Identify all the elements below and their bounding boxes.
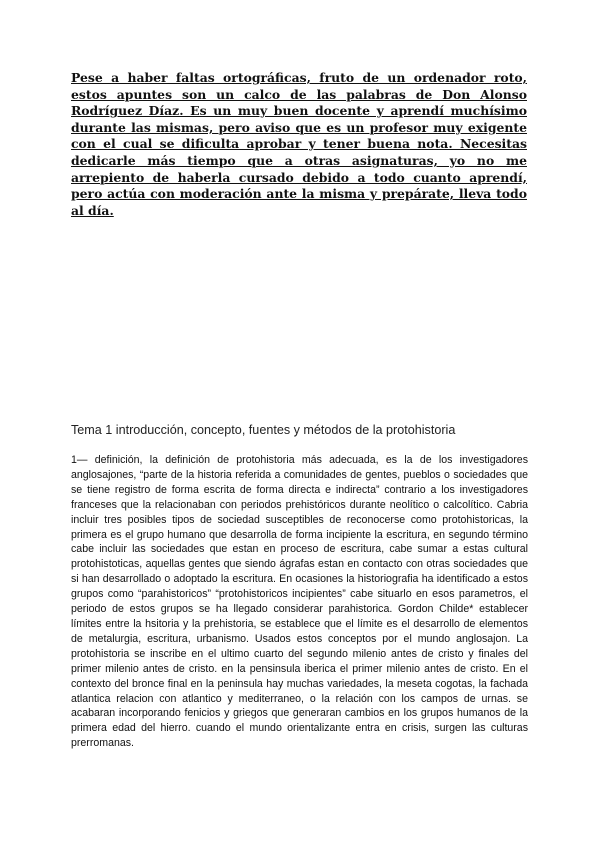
section-title: Tema 1 introducción, concepto, fuentes y métodos de la protohistoria bbox=[71, 423, 456, 437]
disclaimer-paragraph: Pese a haber faltas ortográficas, fruto de un ordenador roto, estos apuntes son un calco de las palabras de Don Alonso Rodríguez Díaz. Es un muy buen docente y aprendí muchísimo durante las mismas, pero aviso que es un profesor muy exigente con el cual se dificulta aprobar y tener buena nota. Necesitas dedicarle más tiempo que a otras asignaturas, yo no me arrepiento de haberla cursado debido a todo cuanto aprendí, pero actúa con moderación ante la misma y prepárate, lleva todo al día. bbox=[71, 70, 527, 218]
body-paragraph: 1— definición, la definición de protohistoria más adecuada, es la de los investigadores anglosajones, “parte de la historia referida a comunidades de gentes, pueblos o sociedades que se tiene registro de forma escrita de forma directa e indirecta” contrario a los investigadores franceses que la relacionaban con periodos prehistóricos durante neolítico o calcolítico. Cabria incluir tres posibles tipos de sociedad susceptibles de reconocerse como protohistoricas, la primera es el grupo humano que desarrolla de forma incipiente la escritura, en segundo término cabe incluir las sociedades que estan en proceso de escritura, cabe sumar a estas cultural protohistoticas, aquellas gentes que siendo ágrafas estan en contacto con otras sociedades que si han desarrollado o adoptado la escritura. En ocasiones la historiografia ha identificado a estos grupos como “parahistoricos” “protohistoricos incipientes” cabe situarlo en esos parametros, el periodo de estos grupos se ha llegado considerar parahistorica. Gordon Childe* establecer límites entre la hsitoria y la prehistoria, se establece que el límite es el desarrollo de elementos de metalurgia, escritura, urbanismo. Usados estos conceptos por el mundo anglosajon. La protohistoria se inscribe en el ultimo cuarto del segundo milenio antes de cristo y finales del primer milenio antes de cristo. en la pensinsula iberica el primer milenio antes de cristo. En el contexto del bronce final en la peninsula hay muchas variedades, la meseta cogotas, la fachada atlantica relacion con atlantico y mediterraneo, o la relación con los campos de urnas. se acabaran incorporando fenicios y griegos que generaran cambios en los grupos humanos de la primera edad del hierro. cuando el mundo orientalizante entra en crisis, surgen las culturas prerromanas. bbox=[71, 454, 528, 750]
